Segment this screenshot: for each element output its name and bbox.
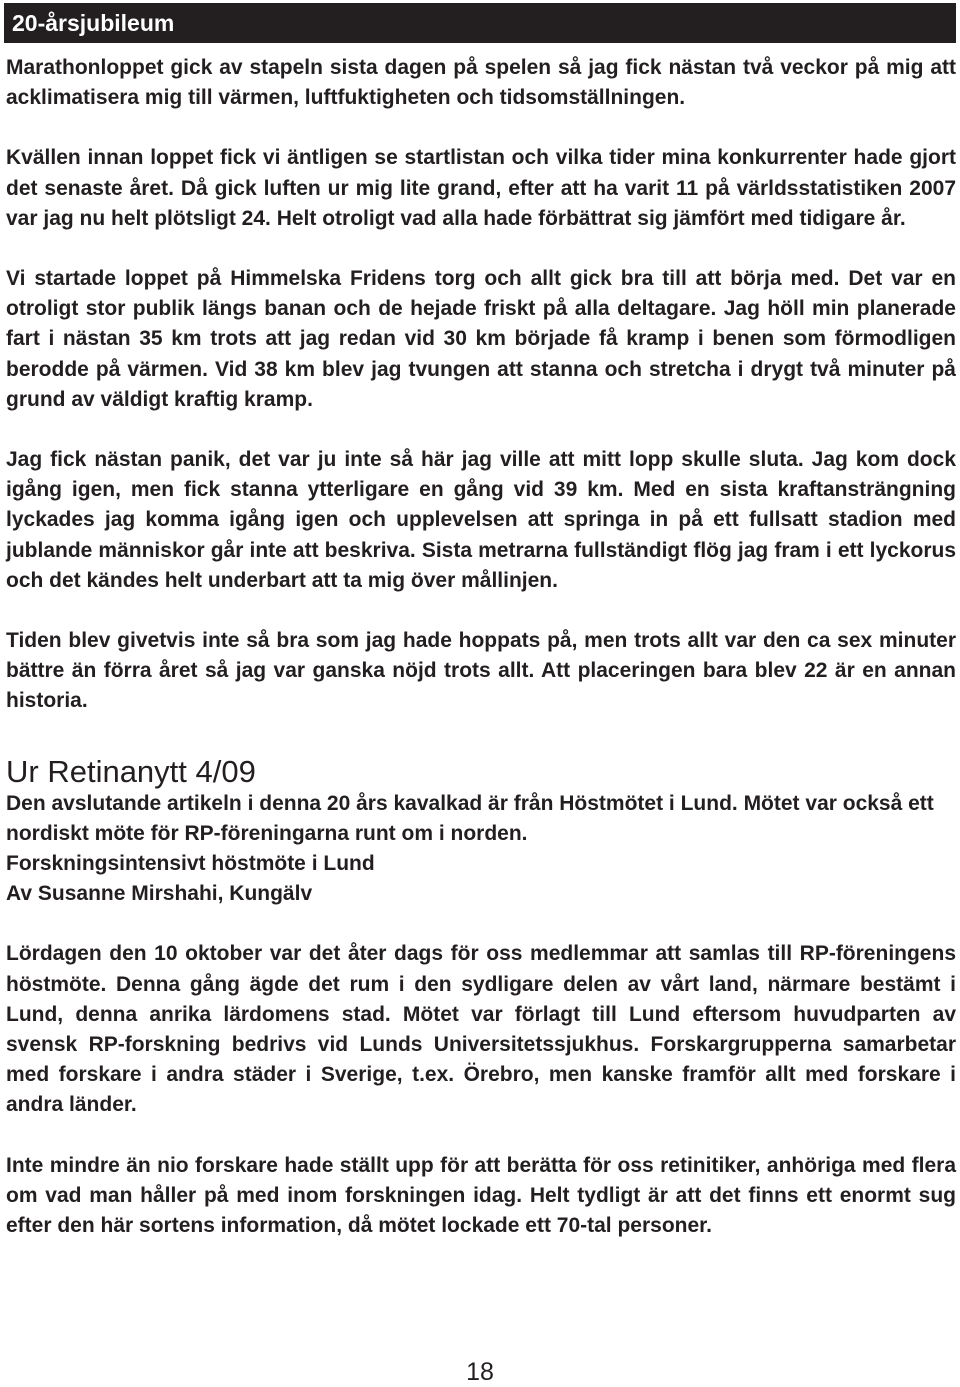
section-title: Ur Retinanytt 4/09: [6, 753, 256, 789]
paragraph: Vi startade loppet på Himmelska Fridens torg och allt gick bra till att börja med. Det var en otroligt stor publik längs banan och de hejade friskt på alla deltagare. Jag höll min planerade fart i nästan 35 km trots att jag redan vid 30 km började få kramp i benen som förmodligen berodde på värmen. Vid 38 km blev jag tvungen att stanna och stretcha i drygt två minuter på grund av väldigt kraftig kramp.: [6, 267, 956, 411]
page-number: 18: [466, 1358, 494, 1386]
paragraph: Lördagen den 10 oktober var det åter dags för oss medlemmar att samlas till RP-föreningens höstmöte. Denna gång ägde det rum i den sydligare delen av vårt land, närmare bestämt i Lund, denna anrika lärdomens stad. Mötet var förlagt till Lund eftersom huvudparten av svensk RP-forskning bedrivs vid Lunds Universitetssjukhus. Forskargrupperna samarbetar med forskare i andra städer i Sverige, t.ex. Örebro, men kanske framför allt med forskare i andra länder.: [6, 942, 956, 1117]
article-title: Forskningsintensivt höstmöte i Lund: [6, 852, 375, 876]
byline: Av Susanne Mirshahi, Kungälv: [6, 882, 313, 906]
section-intro: Den avslutande artikeln i denna 20 års kavalkad är från Höstmötet i Lund. Mötet var också ett nordiskt möte för RP-föreningarna runt om i norden.: [6, 791, 934, 845]
paragraph: Marathonloppet gick av stapeln sista dagen på spelen så jag fick nästan två veckor på mig att acklimatisera mig till värmen, luftfuktigheten och tidsomställningen.: [6, 56, 956, 110]
paragraph: Tiden blev givetvis inte så bra som jag hade hoppats på, men trots allt var den ca sex minuter bättre än förra året så jag var ganska nöjd trots allt. Att placeringen bara blev 22 är en annan historia.: [6, 629, 956, 713]
section-header-bar: [4, 3, 956, 43]
paragraph: Inte mindre än nio forskare hade ställt upp för att berätta för oss retinitiker, anhöriga med flera om vad man håller på med inom forskningen idag. Helt tydligt är att det finns ett enormt sug efter den här sortens information, då mötet lockade ett 70-tal personer.: [6, 1153, 956, 1238]
section-header-title: 20-årsjubileum: [12, 10, 175, 36]
paragraph: Jag fick nästan panik, det var ju inte så här jag ville att mitt lopp skulle sluta. Jag kom dock igång igen, men fick stanna ytterligare en gång vid 39 km. Med en sista kraftansträngning lyckades jag komma igång igen och upplevelsen att springa in på ett fullsatt stadion med jublande människor går inte att beskriva. Sista metrarna fullständigt flög jag fram i ett lyckorus och det kändes helt underbart att ta mig över mållinjen.: [6, 448, 956, 592]
paragraph: Kvällen innan loppet fick vi äntligen se startlistan och vilka tider mina konkurrenter hade gjort det senaste året. Då gick luften ur mig lite grand, efter att ha varit 11 på världsstatistiken 2007 var jag nu helt plötsligt 24. Helt otroligt vad alla hade förbättrat sig jämfört med tidigare år.: [6, 146, 956, 230]
article-body: [6, 53, 956, 1241]
